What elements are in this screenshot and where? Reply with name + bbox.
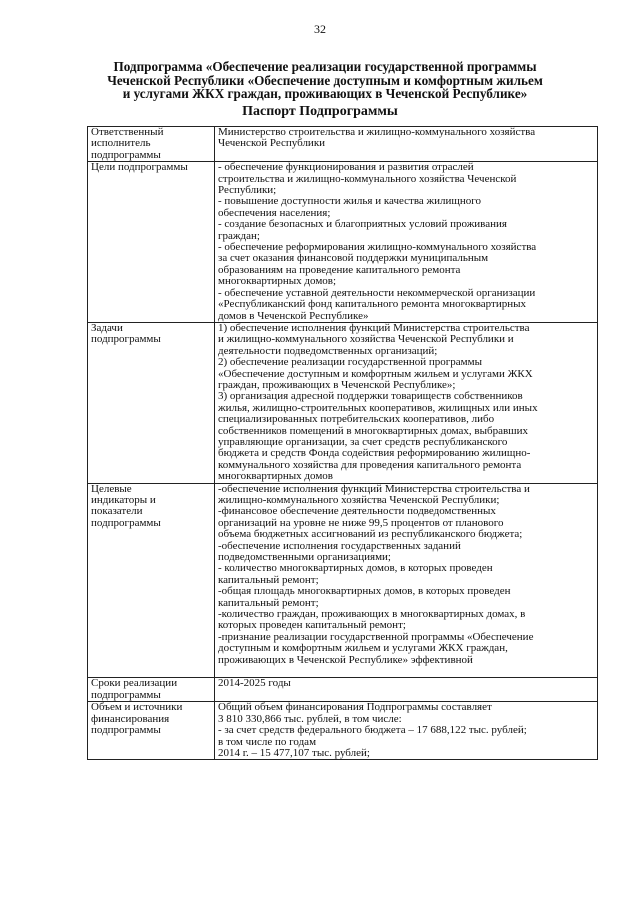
row-content-line: Общий объем финансирования Подпрограммы составляет [218, 702, 492, 714]
row-content-line: Республики; [218, 185, 277, 197]
row-content-line: жилищно-коммунального хозяйства Чеченской Республики; [218, 495, 500, 506]
row-content-line: жилья, жилищно-строительных кооперативов, жилищных или иных [218, 402, 538, 414]
passport-row [88, 678, 598, 702]
row-label-cell [88, 162, 215, 323]
row-label-line: подпрограммы [91, 517, 161, 529]
row-content-line: капитальный ремонт; [218, 574, 319, 586]
row-content-line: 3 810 330,866 тыс. рублей, в том числе: [218, 713, 402, 725]
row-content-line: - обеспечение реформирования жилищно-коммунального хозяйства [218, 242, 537, 254]
row-content-line: собственников помещений в многоквартирных домах, выбравших [218, 425, 529, 437]
row-label-line: Ответственный [91, 127, 164, 138]
row-content-cell [215, 702, 598, 760]
passport-row [88, 322, 598, 483]
page-number: 32 [314, 22, 326, 36]
row-content-line: проживающих в Чеченской Республике» эффективной [218, 654, 473, 666]
row-content-line: «Обеспечение доступным и комфортным жильем и услугами ЖКХ [218, 368, 533, 380]
row-content-line: - повышение доступности жилья и качества жилищного [218, 196, 482, 208]
row-content-line: граждан; [218, 230, 260, 242]
row-label-line: индикаторы и [91, 495, 156, 506]
row-content-line: управляющие организации, за счет средств республиканского [218, 436, 508, 448]
row-content-line: 3) организация адресной поддержки товариществ собственников [218, 391, 523, 403]
row-label-line: Цели подпрограммы [91, 162, 188, 174]
row-content-line: «Республиканский фонд капитального ремонта многоквартирных [218, 299, 526, 311]
row-label-line: показатели [91, 506, 143, 518]
row-content-line: 2014-2025 годы [218, 678, 291, 690]
row-content-line: объема бюджетных ассигнований из республиканского бюджета; [218, 529, 523, 541]
row-content-line: и жилищно-коммунального хозяйства Чеченской Республики и [218, 334, 514, 346]
passport-row [88, 702, 598, 760]
row-content-line: специализированных потребительских кооперативов, либо [218, 414, 495, 426]
row-content-line: 1) обеспечение исполнения функций Министерства строительства [218, 322, 530, 334]
row-content-line: 2014 г. – 15 477,107 тыс. рублей; [218, 747, 370, 759]
row-content-cell [215, 678, 598, 702]
row-label-line: Задачи [91, 322, 123, 334]
row-content-cell [215, 483, 598, 678]
title-line: Чеченской Республики «Обеспечение доступным и комфортным жильем [107, 72, 543, 88]
passport-table [87, 126, 598, 760]
row-content-line: Чеченской Республики [218, 138, 326, 150]
row-label-line: Целевые [91, 483, 132, 495]
row-label-line: подпрограммы [91, 334, 161, 346]
row-content-line: 2) обеспечение реализации государственной программы [218, 357, 482, 369]
row-content-line: строительства и жилищно-коммунального хозяйства Чеченской [218, 173, 517, 185]
row-content-line: многоквартирных домов; [218, 276, 337, 288]
row-label-line: Сроки реализации [91, 678, 178, 690]
row-content-line: за счет оказания финансовой поддержки муниципальным [218, 253, 489, 265]
row-content-line: в том числе по годам [218, 736, 317, 748]
row-content-line: деятельности подведомственных организаций; [218, 345, 438, 357]
document-title [60, 60, 590, 101]
row-content-line: - за счет средств федерального бюджета – 17 688,122 тыс. рублей; [218, 725, 527, 737]
row-content-line: - обеспечение уставной деятельности некоммерческой организации [218, 287, 536, 299]
passport-row [88, 483, 598, 678]
row-label-line: исполнитель [91, 138, 151, 150]
row-content-line: -обеспечение исполнения государственных заданий [218, 540, 461, 552]
row-label-cell [88, 322, 215, 483]
row-content-cell [215, 322, 598, 483]
row-label-line: подпрограммы [91, 689, 161, 701]
row-content-line: капитальный ремонт; [218, 597, 319, 609]
row-label-cell [88, 702, 215, 760]
row-label-cell [88, 483, 215, 678]
row-label-cell [88, 678, 215, 702]
row-content-line: -количество граждан, проживающих в многоквартирных домах, в [218, 609, 526, 621]
row-label-line: финансирования [91, 713, 170, 725]
row-content-cell [215, 127, 598, 162]
row-content-line: Министерство строительства и жилищно-коммунального хозяйства [218, 127, 536, 138]
row-content-line: - обеспечение функционирования и развития отраслей [218, 162, 474, 174]
row-content-line: коммунального хозяйства для проведения капитального ремонта [218, 459, 522, 471]
title-line: и услугами ЖКХ граждан, проживающих в Чеченской Республике» [122, 86, 528, 101]
row-content-line: подведомственными организациями; [218, 552, 391, 564]
title-line: Подпрограмма «Обеспечение реализации государственной программы [113, 59, 537, 74]
row-content-line: многоквартирных домов [218, 471, 333, 483]
row-content-line: доступным и комфортным жильем и услугами ЖКХ граждан, [218, 643, 508, 655]
row-label-cell [88, 127, 215, 162]
row-content-line: - количество многоквартирных домов, в которых проведен [218, 563, 493, 575]
passport-heading: Паспорт Подпрограммы [242, 104, 398, 119]
row-content-line: -финансовое обеспечение деятельности подведомственных [218, 506, 496, 518]
row-label-line: подпрограммы [91, 725, 161, 737]
row-content-line: -общая площадь многоквартирных домов, в которых проведен [218, 586, 511, 598]
row-content-line [218, 666, 594, 677]
row-content-line: бюджета и средств Фонда содействия реформированию жилищно- [218, 448, 531, 460]
row-content-line: граждан, проживающих в Чеченской Республике»; [218, 379, 456, 391]
row-content-line: образованиям на проведение капитального ремонта [218, 264, 461, 276]
row-content-line: -признание реализации государственной программы «Обеспечение [218, 631, 534, 643]
row-label-line: подпрограммы [91, 149, 161, 161]
passport-row [88, 127, 598, 162]
row-content-line: организаций на уровне не ниже 99,5 процентов от планового [218, 517, 504, 529]
row-content-line: -обеспечение исполнения функций Министерства строительства и [218, 483, 530, 495]
row-content-line: которых проведен капитальный ремонт; [218, 620, 406, 632]
row-content-line: обеспечения населения; [218, 207, 331, 219]
row-label-line: Объем и источники [91, 702, 183, 714]
row-content-line: - создание безопасных и благоприятных условий проживания [218, 219, 507, 231]
row-content-cell [215, 162, 598, 323]
row-content-line: домов в Чеченской Республике» [218, 310, 369, 322]
passport-row [88, 162, 598, 323]
